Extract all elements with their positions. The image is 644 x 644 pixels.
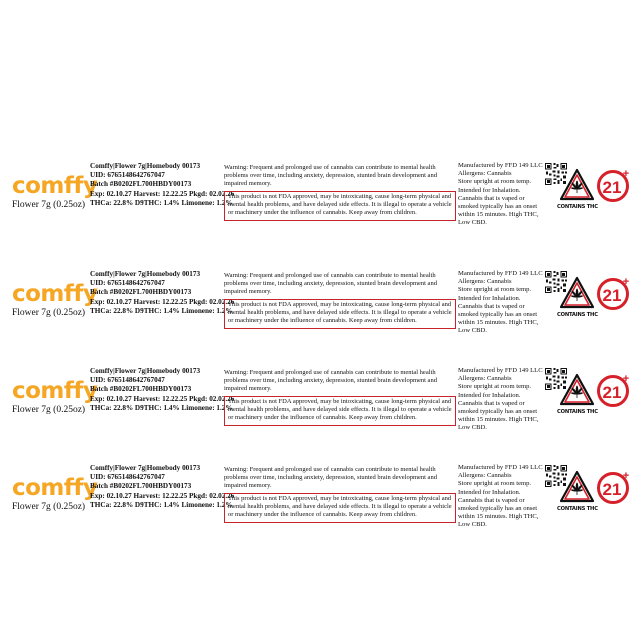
contains-thc-label: CONTAINS THC bbox=[557, 204, 598, 210]
batch-line: Batch #B0202FL700HBDY00173 bbox=[90, 180, 192, 189]
warning-boxed: This product is not FDA approved, may be intoxicating, cause long-term physical and mental health problems, and have delayed side effects. It is illegal to operate a vehicle or machinery under the influence of cannabis. Keep away from children. bbox=[224, 493, 456, 522]
manufacturer-line: Manufactured by FFD 149 LLC bbox=[458, 464, 543, 471]
potency-line: THCa: 22.8% D9THC: 1.4% Limonene: 1.2% bbox=[90, 306, 233, 315]
contains-thc-label: CONTAINS THC bbox=[557, 506, 598, 512]
21-plus-icon bbox=[596, 167, 632, 203]
product-line: Comffy|Flower 7g|Homebody 00173 bbox=[90, 162, 201, 170]
potency-line: THCa: 22.8% D9THC: 1.4% Limonene: 1.2% bbox=[90, 198, 233, 207]
uid-line: UID: 6765148642767047 bbox=[90, 376, 165, 385]
contains-thc-label: CONTAINS THC bbox=[557, 409, 598, 415]
storage-line: Store upright at room temp. bbox=[458, 383, 532, 391]
thc-warning-triangle-icon bbox=[560, 470, 594, 510]
svg-text:21: 21 bbox=[602, 178, 622, 197]
storage-line: Store upright at room temp. bbox=[458, 286, 532, 294]
dates-line: Exp: 02.10.27 Harvest: 12.22.25 Pkgd: 02.02.26 bbox=[90, 394, 235, 403]
manufacturer-line: Manufactured by FFD 149 LLC bbox=[458, 162, 543, 169]
allergens-line: Allergens: Cannabis bbox=[458, 375, 512, 383]
intended-use-line: Intended for Inhalation. bbox=[458, 294, 521, 302]
brand-block bbox=[12, 378, 98, 416]
onset-line: Cannabis that is vaped or smoked typically has an onset within 15 minutes. High THC, Low CBD. bbox=[458, 194, 539, 227]
21-plus-icon bbox=[596, 372, 632, 408]
package-size: Flower 7g (0.25oz) bbox=[12, 502, 86, 512]
warning-boxed: This product is not FDA approved, may be intoxicating, cause long-term physical and mental health problems, and have delayed side effects. It is illegal to operate a vehicle or machinery under the influence of cannabis. Keep away from children. bbox=[224, 396, 456, 425]
brand-block bbox=[12, 475, 98, 513]
product-info bbox=[90, 162, 234, 208]
intended-use-line: Intended for Inhalation. bbox=[458, 488, 521, 496]
manufacturer-info bbox=[458, 162, 546, 228]
product-label bbox=[0, 464, 644, 529]
product-line: Comffy|Flower 7g|Homebody 00173 bbox=[90, 367, 201, 375]
product-label bbox=[0, 162, 644, 227]
warning-block bbox=[224, 272, 456, 329]
package-size: Flower 7g (0.25oz) bbox=[12, 200, 86, 210]
brand-logo: comffy bbox=[12, 281, 98, 307]
manufacturer-info bbox=[458, 464, 546, 530]
product-line: Comffy|Flower 7g|Homebody 00173 bbox=[90, 464, 201, 472]
manufacturer-info bbox=[458, 367, 546, 433]
thc-warning-triangle-icon bbox=[560, 168, 594, 208]
thc-warning-triangle-icon bbox=[560, 373, 594, 413]
svg-text:+: + bbox=[622, 373, 630, 385]
warning-boxed: This product is not FDA approved, may be intoxicating, cause long-term physical and mental health problems, and have delayed side effects. It is illegal to operate a vehicle or machinery under the influence of cannabis. Keep away from children. bbox=[224, 191, 456, 220]
warning-boxed: This product is not FDA approved, may be intoxicating, cause long-term physical and mental health problems, and have delayed side effects. It is illegal to operate a vehicle or machinery under the influence of cannabis. Keep away from children. bbox=[224, 299, 456, 328]
brand-logo: comffy bbox=[12, 475, 98, 501]
warning-general: Warning: Frequent and prolonged use of cannabis can contribute to mental health problems over time, including anxiety, depression, stunted brain development and impaired memory. bbox=[224, 164, 437, 188]
product-label bbox=[0, 270, 644, 335]
allergens-line: Allergens: Cannabis bbox=[458, 472, 512, 480]
storage-line: Store upright at room temp. bbox=[458, 480, 532, 488]
product-info bbox=[90, 367, 234, 413]
onset-line: Cannabis that is vaped or smoked typically has an onset within 15 minutes. High THC, Low CBD. bbox=[458, 496, 539, 529]
svg-text:+: + bbox=[622, 168, 630, 180]
intended-use-line: Intended for Inhalation. bbox=[458, 186, 521, 194]
svg-text:+: + bbox=[622, 276, 630, 288]
svg-text:+: + bbox=[622, 470, 630, 482]
onset-line: Cannabis that is vaped or smoked typically has an onset within 15 minutes. High THC, Low CBD. bbox=[458, 399, 539, 432]
thc-warning-triangle-icon bbox=[560, 276, 594, 316]
uid-line: UID: 6765148642767047 bbox=[90, 279, 165, 288]
warning-block bbox=[224, 466, 456, 523]
uid-line: UID: 6765148642767047 bbox=[90, 171, 165, 180]
21-plus-icon bbox=[596, 469, 632, 505]
contains-thc-label: CONTAINS THC bbox=[557, 312, 598, 318]
manufacturer-line: Manufactured by FFD 149 LLC bbox=[458, 367, 543, 374]
warning-general: Warning: Frequent and prolonged use of cannabis can contribute to mental health problems over time, including anxiety, depression, stunted brain development and impaired memory. bbox=[224, 369, 437, 393]
warning-general: Warning: Frequent and prolonged use of cannabis can contribute to mental health problems over time, including anxiety, depression, stunted brain development and impaired memory. bbox=[224, 466, 437, 490]
storage-line: Store upright at room temp. bbox=[458, 178, 532, 186]
dates-line: Exp: 02.10.27 Harvest: 12.22.25 Pkgd: 02.02.26 bbox=[90, 491, 235, 500]
batch-line: Batch #B0202FL700HBDY00173 bbox=[90, 385, 192, 394]
dates-line: Exp: 02.10.27 Harvest: 12.22.25 Pkgd: 02.02.26 bbox=[90, 189, 235, 198]
product-info bbox=[90, 464, 234, 510]
allergens-line: Allergens: Cannabis bbox=[458, 278, 512, 286]
21-plus-icon bbox=[596, 275, 632, 311]
brand-logo: comffy bbox=[12, 378, 98, 404]
batch-line: Batch #B0202FL700HBDY00173 bbox=[90, 482, 192, 491]
onset-line: Cannabis that is vaped or smoked typically has an onset within 15 minutes. High THC, Low CBD. bbox=[458, 302, 539, 335]
svg-text:21: 21 bbox=[602, 383, 622, 402]
warning-block bbox=[224, 369, 456, 426]
warning-block bbox=[224, 164, 456, 221]
svg-text:21: 21 bbox=[602, 286, 622, 305]
dates-line: Exp: 02.10.27 Harvest: 12.22.25 Pkgd: 02.02.26 bbox=[90, 297, 235, 306]
allergens-line: Allergens: Cannabis bbox=[458, 170, 512, 178]
potency-line: THCa: 22.8% D9THC: 1.4% Limonene: 1.2% bbox=[90, 500, 233, 509]
warning-general: Warning: Frequent and prolonged use of cannabis can contribute to mental health problems over time, including anxiety, depression, stunted brain development and impaired memory. bbox=[224, 272, 437, 296]
brand-logo: comffy bbox=[12, 173, 98, 199]
uid-line: UID: 6765148642767047 bbox=[90, 473, 165, 482]
manufacturer-line: Manufactured by FFD 149 LLC bbox=[458, 270, 543, 277]
brand-block bbox=[12, 173, 98, 211]
manufacturer-info bbox=[458, 270, 546, 336]
package-size: Flower 7g (0.25oz) bbox=[12, 405, 86, 415]
svg-text:21: 21 bbox=[602, 480, 622, 499]
product-line: Comffy|Flower 7g|Homebody 00173 bbox=[90, 270, 201, 278]
batch-line: Batch #B0202FL700HBDY00173 bbox=[90, 288, 192, 297]
intended-use-line: Intended for Inhalation. bbox=[458, 391, 521, 399]
potency-line: THCa: 22.8% D9THC: 1.4% Limonene: 1.2% bbox=[90, 403, 233, 412]
package-size: Flower 7g (0.25oz) bbox=[12, 308, 86, 318]
product-label bbox=[0, 367, 644, 432]
product-info bbox=[90, 270, 234, 316]
brand-block bbox=[12, 281, 98, 319]
